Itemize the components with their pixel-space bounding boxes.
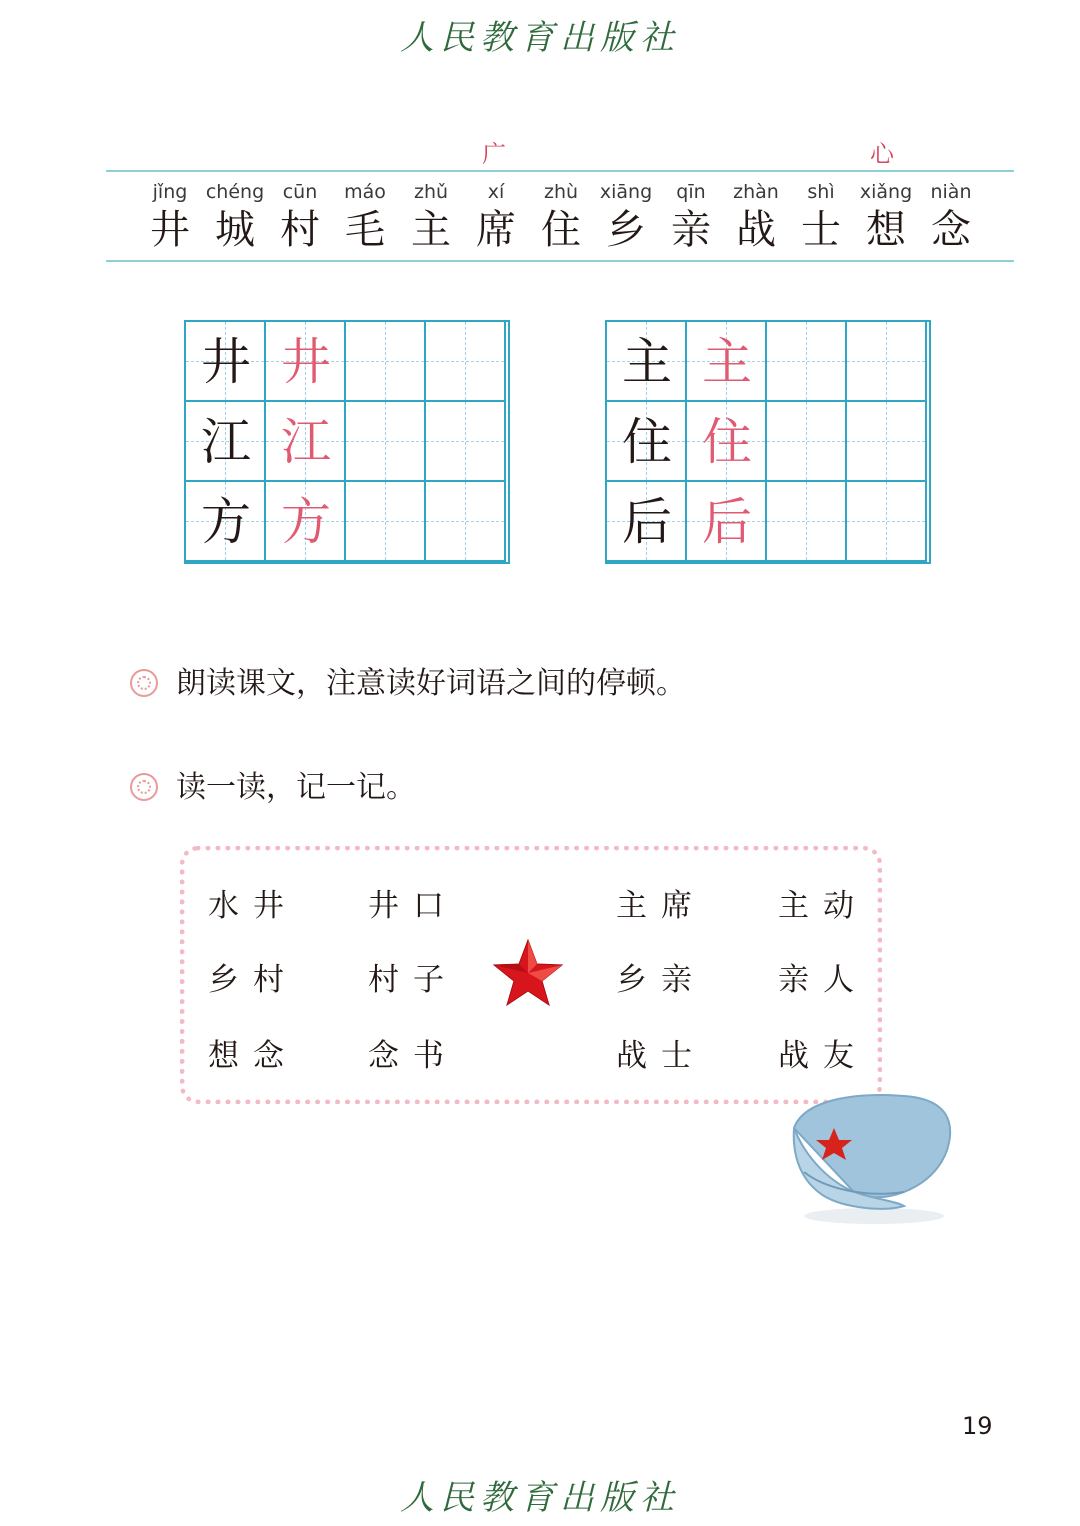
pinyin: xiǎng <box>859 181 913 203</box>
vocab-item <box>788 178 854 254</box>
army-cap-icon <box>784 1088 960 1228</box>
model-char: 主 <box>622 333 672 391</box>
hanzi: 士 <box>801 207 841 253</box>
instruction-text: 朗读课文，注意读好词语之间的停顿。 <box>176 666 686 701</box>
hanzi: 住 <box>541 207 581 253</box>
pinyin: zhàn <box>733 181 779 203</box>
hanzi: 战 <box>736 207 776 253</box>
vocab-item <box>202 178 268 254</box>
pinyin: cūn <box>282 181 318 203</box>
hanzi: 村 <box>280 207 320 253</box>
page-number: 19 <box>962 1412 993 1440</box>
word: 主动 <box>778 888 868 924</box>
pinyin: chéng <box>205 181 265 203</box>
vocab-item <box>853 178 919 254</box>
writing-grid-right <box>605 320 931 564</box>
hanzi: 井 <box>150 207 190 253</box>
vocab-top-line <box>106 170 1014 172</box>
word: 亲人 <box>778 962 868 998</box>
hanzi: 毛 <box>345 207 385 253</box>
word: 乡亲 <box>616 962 706 998</box>
word: 井口 <box>368 888 458 924</box>
pinyin: xiāng <box>599 181 653 203</box>
hanzi: 念 <box>931 207 971 253</box>
pinyin: zhǔ <box>413 181 449 203</box>
hanzi: 城 <box>215 207 255 253</box>
word: 战士 <box>616 1038 706 1074</box>
vocab-item <box>528 178 594 254</box>
radical-guang: 广 <box>482 140 506 168</box>
model-char: 江 <box>201 413 251 471</box>
word: 想念 <box>208 1038 298 1074</box>
instruction-read-remember <box>130 762 416 806</box>
word: 乡村 <box>208 962 298 998</box>
word: 念书 <box>368 1038 458 1074</box>
hanzi: 想 <box>866 207 906 253</box>
publisher-footer-logo: 人民教育出版社 <box>400 1478 680 1518</box>
trace-char: 方 <box>281 493 331 551</box>
pinyin: niàn <box>930 181 972 203</box>
vocab-item <box>723 178 789 254</box>
word: 主席 <box>616 888 706 924</box>
trace-char: 江 <box>281 413 331 471</box>
vocab-item <box>593 178 659 254</box>
pinyin: xí <box>487 181 505 203</box>
vocab-bottom-line <box>106 260 1014 262</box>
pinyin: jǐng <box>152 181 188 203</box>
pinyin: máo <box>344 181 386 203</box>
word: 村子 <box>368 962 458 998</box>
radical-xin: 心 <box>870 140 894 168</box>
hanzi: 亲 <box>671 207 711 253</box>
hanzi: 席 <box>476 207 516 253</box>
red-star-icon <box>492 938 564 1008</box>
trace-char: 后 <box>702 493 752 551</box>
vocab-item <box>137 178 203 254</box>
vocab-item <box>398 178 464 254</box>
model-char: 住 <box>622 413 672 471</box>
model-char: 方 <box>201 493 251 551</box>
pinyin: shì <box>807 181 835 203</box>
word: 水井 <box>208 888 298 924</box>
trace-char: 主 <box>702 333 752 391</box>
vocab-item <box>463 178 529 254</box>
exercise-bullet-icon <box>130 669 158 697</box>
trace-char: 井 <box>281 333 331 391</box>
vocab-item <box>267 178 333 254</box>
instruction-text: 读一读，记一记。 <box>176 770 416 805</box>
publisher-header-logo: 人民教育出版社 <box>400 18 680 58</box>
hanzi: 乡 <box>606 207 646 253</box>
instruction-read-text <box>130 658 686 702</box>
trace-char: 住 <box>702 413 752 471</box>
vocab-item <box>332 178 398 254</box>
model-char: 井 <box>201 333 251 391</box>
pinyin: zhù <box>543 181 579 203</box>
pinyin: qīn <box>676 181 706 203</box>
hanzi: 主 <box>411 207 451 253</box>
writing-grid-left <box>184 320 510 564</box>
vocab-item <box>918 178 984 254</box>
word: 战友 <box>778 1038 868 1074</box>
exercise-bullet-icon <box>130 773 158 801</box>
model-char: 后 <box>622 493 672 551</box>
vocab-item <box>658 178 724 254</box>
